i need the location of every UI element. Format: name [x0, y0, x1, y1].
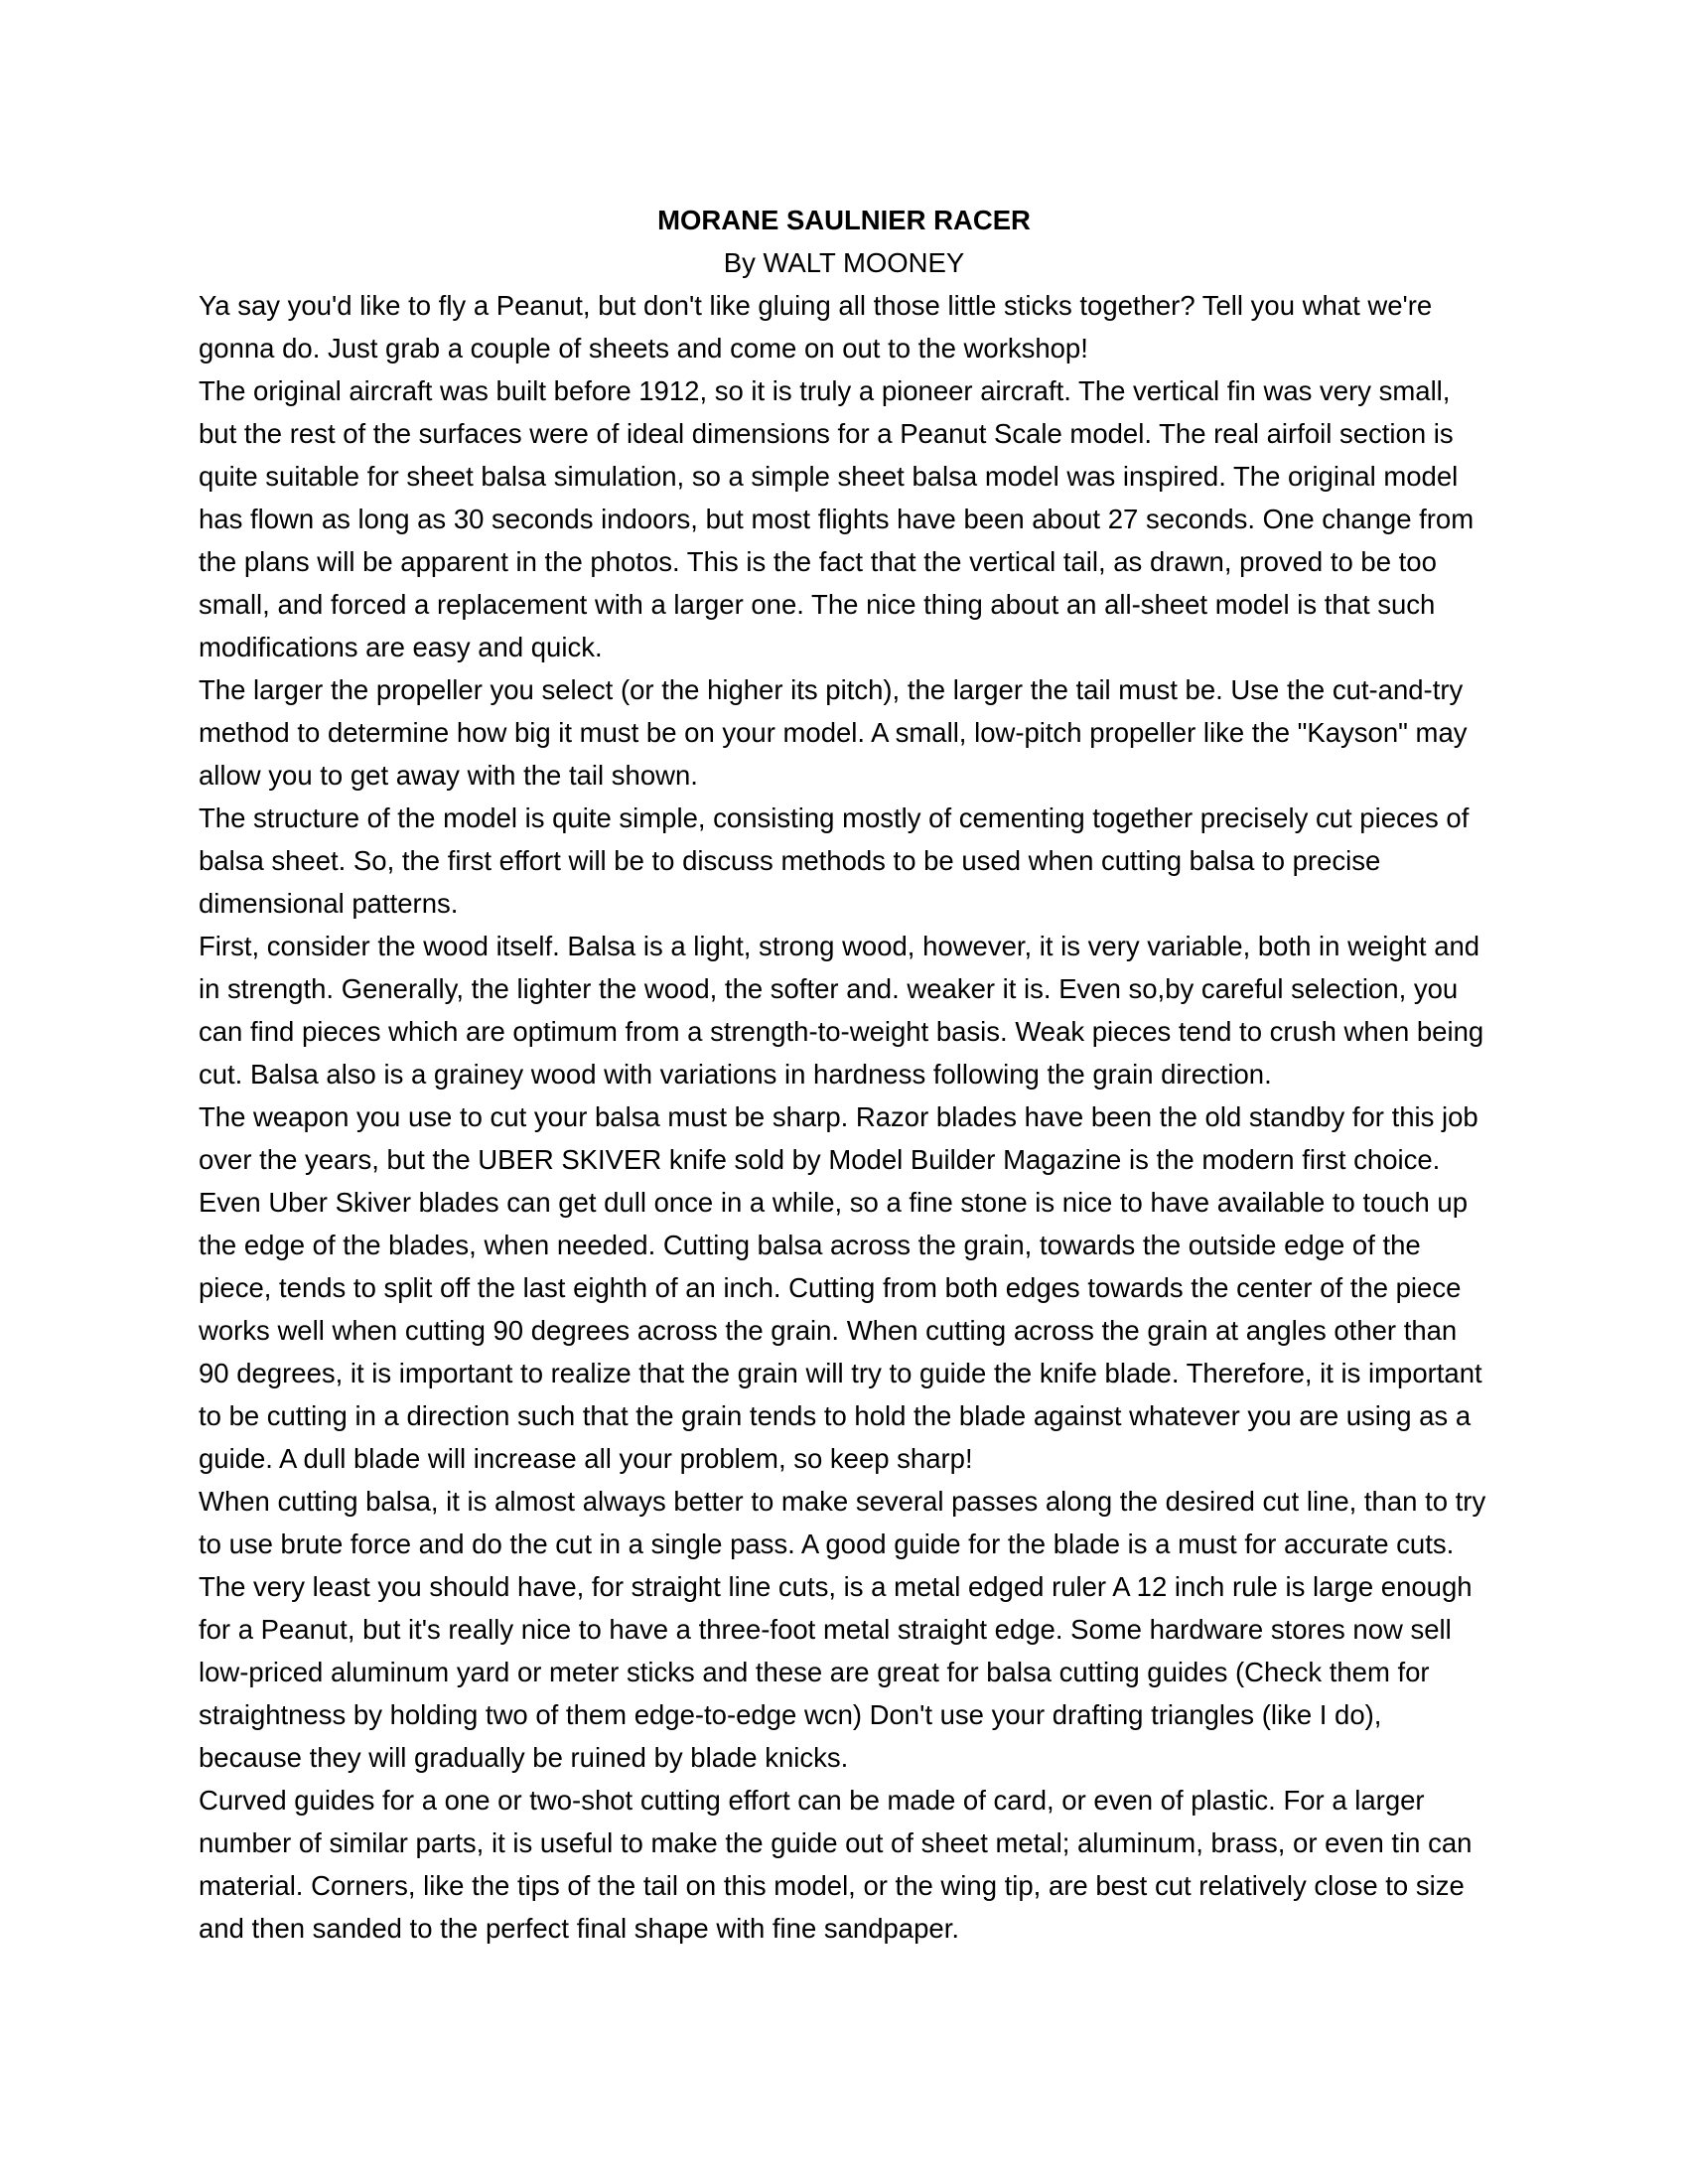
paragraph-original-aircraft: The original aircraft was built before 1912, so it is truly a pioneer aircraft. The vertical fin was very small, but the rest of the surfaces were of ideal dimensions for a Peanut Scale model. The real airfoil section is quite suitable for sheet balsa simulation, so a simple sheet balsa model was inspired. The original model has flown as long as 30 seconds indoors, but most flights have been about 27 seconds. One change from the plans will be apparent in the photos. This is the fact that the vertical tail, as drawn, proved to be too small, and forced a replacement with a larger one. The nice thing about an all-sheet model is that such modifications are easy and quick.	[199, 375, 1475, 662]
paragraph-intro: Ya say you'd like to fly a Peanut, but don't like gluing all those little sticks together? Tell you what we're gonna do. Just grab a couple of sheets and come on out to the workshop!	[199, 290, 1433, 364]
paragraph-cutting-technique: When cutting balsa, it is almost always better to make several passes along the desired cut line, than to try to use brute force and do the cut in a single pass. A good guide for the blade is a must for accurate cuts. The very least you should have, for straight line cuts, is a metal edged ruler A 12 inch rule is large enough for a Peanut, but it's really nice to have a three-foot metal straight edge. Some hardware stores now sell low-priced aluminum yard or meter sticks and these are great for balsa cutting guides (Check them for straightness by holding two of them edge-to-edge wcn) Don't use your drafting triangles (like I do), because they will gradually be ruined by blade knicks.	[199, 1486, 1486, 1773]
document-byline: By WALT MOONEY	[723, 247, 965, 278]
paragraph-structure: The structure of the model is quite simple, consisting mostly of cementing together precisely cut pieces of balsa sheet. So, the first effort will be to discuss methods to be used when cutting balsa to precise dimensional patterns.	[199, 802, 1470, 919]
paragraph-curved-guides: Curved guides for a one or two-shot cutting effort can be made of card, or even of plastic. For a larger number of similar parts, it is useful to make the guide out of sheet metal; aluminum, brass, or even tin can material. Corners, like the tips of the tail on this model, or the wing tip, are best cut relatively close to size and then sanded to the perfect final shape with fine sandpaper.	[199, 1785, 1473, 1944]
paragraph-wood: First, consider the wood itself. Balsa is a light, strong wood, however, it is very variable, both in weight and in strength. Generally, the lighter the wood, the softer and. weaker it is. Even so,by careful selection, you can find pieces which are optimum from a strength-to-weight basis. Weak pieces tend to crush when being cut. Balsa also is a grainey wood with variations in hardness following the grain direction.	[199, 931, 1484, 1090]
paragraph-cutting-tool: The weapon you use to cut your balsa must be sharp. Razor blades have been the old standby for this job over the years, but the UBER SKIVER knife sold by Model Builder Magazine is the modern first choice. Even Uber Skiver blades can get dull once in a while, so a fine stone is nice to have available to touch up the edge of the blades, when needed. Cutting balsa across the grain, towards the outside edge of the piece, tends to split off the last eighth of an inch. Cutting from both edges towards the center of the piece works well when cutting 90 degrees across the grain. When cutting across the grain at angles other than 90 degrees, it is important to realize that the grain will try to guide the knife blade. Therefore, it is important to be cutting in a direction such that the grain tends to hold the blade against whatever you are using as a guide. A dull blade will increase all your problem, so keep sharp!	[199, 1101, 1482, 1474]
document-page	[199, 199, 1489, 1950]
paragraph-propeller: The larger the propeller you select (or the higher its pitch), the larger the tail must be. Use the cut-and-try method to determine how big it must be on your model. A small, low-pitch propeller like the "Kayson" may allow you to get away with the tail shown.	[199, 674, 1468, 791]
document-title: MORANE SAULNIER RACER	[657, 205, 1031, 235]
